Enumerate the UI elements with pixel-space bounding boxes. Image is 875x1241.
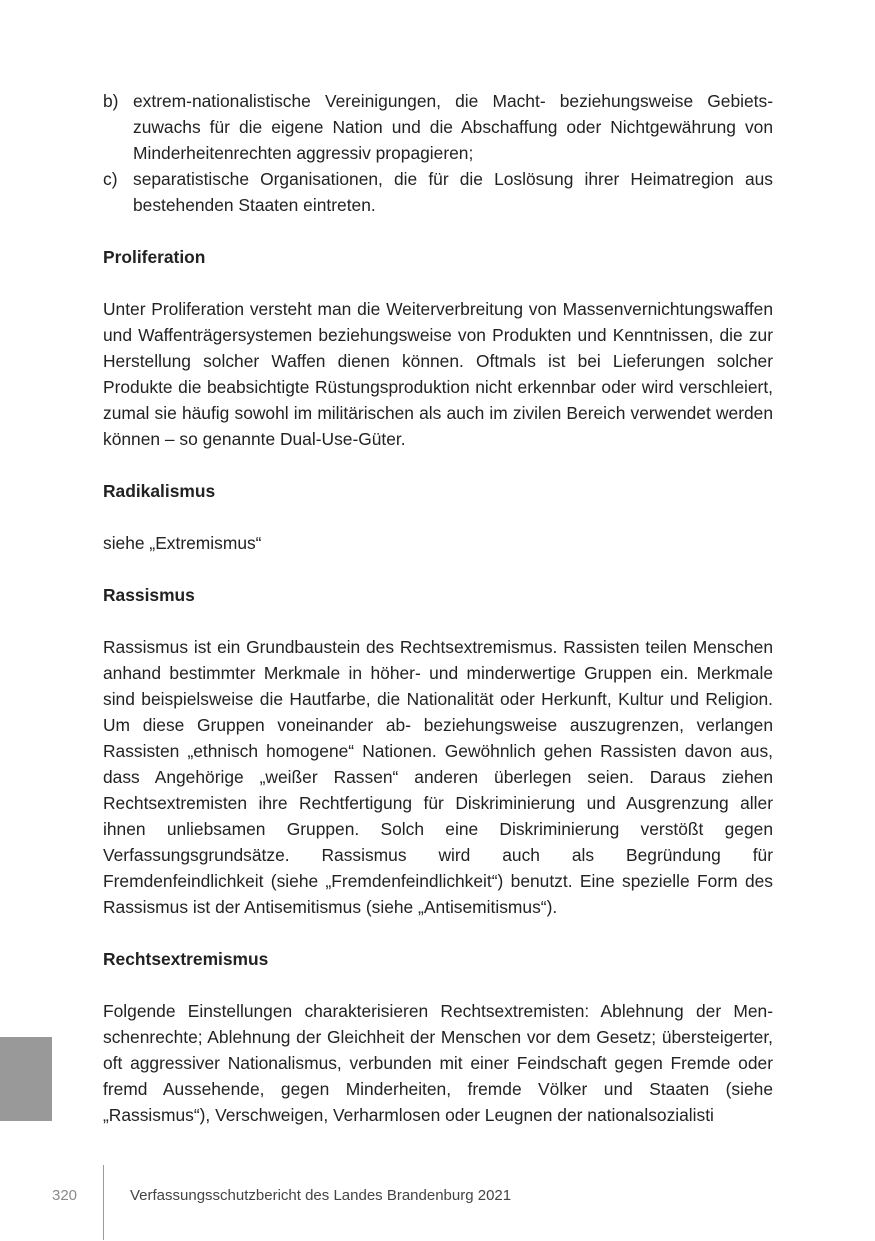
list-item	[103, 166, 773, 218]
section-heading-radikalismus: Radikalismus	[103, 481, 216, 501]
list-item	[103, 88, 773, 166]
section-body-radikalismus: siehe „Extremismus“	[103, 533, 262, 553]
section-heading-rassismus: Rassismus	[103, 585, 195, 605]
list-item-text: separatistische Organisationen, die für die Loslösung ihrer Heimatregion aus bestehenden Staaten eintreten.	[133, 169, 773, 215]
list-marker: b)	[103, 91, 119, 111]
section-body-proliferation: Unter Proliferation versteht man die Weiterverbreitung von Massenvernichtungswaffen und Waffenträgersystemen beziehungsweise von Produkten und Kenntnissen, die zur Herstellung solcher Waffen dienen können. Oftmals ist bei Lieferungen solcher Produkte die beabsichtigte Rüstungsproduktion nicht erkennbar oder wird verschleiert, zumal sie häufig sowohl im militärischen als auch im zivilen Bereich verwendet werden können – so genannte Dual-Use-Güter.	[103, 299, 773, 449]
footer-title: Verfassungsschutzbericht des Landes Brandenburg 2021	[130, 1187, 512, 1204]
chapter-tab-marker	[0, 1037, 52, 1121]
section-heading-proliferation: Proliferation	[103, 247, 206, 267]
page-content	[103, 88, 773, 1128]
section-body-rechtsextremismus: Folgende Einstellungen charakterisieren Rechtsextremisten: Ablehnung der Menschenrechte; Ablehnung der Gleichheit der Menschen vor dem Gesetz; übersteigerter, oft aggressiver Nationalismus, verbunden mit einer Feindschaft gegen Fremde oder fremd Aussehende, gegen Minderheiten, fremde Völker und Staaten (siehe „Rassismus“), Verschweigen, Verharmlosen oder Leugnen der nationalsozialisti	[103, 1001, 773, 1125]
section-heading-rechtsextremismus: Rechtsextremismus	[103, 949, 269, 969]
list-item-text: extrem-nationalistische Vereinigungen, die Macht- beziehungsweise Gebietszuwachs für die eigene Nation und die Abschaffung oder Nichtgewährung von Minderheitenrechten aggressiv propagieren;	[133, 91, 773, 163]
footer-divider	[103, 1165, 104, 1240]
page-number: 320	[52, 1187, 78, 1204]
section-body-rassismus: Rassismus ist ein Grundbaustein des Rechtsextremismus. Rassisten teilen Menschen anhand bestimmter Merkmale in höher- und minderwertige Gruppen ein. Merkmale sind beispielsweise die Hautfarbe, die Nationalität oder Herkunft, Kultur und Religion. Um diese Gruppen voneinander ab- beziehungsweise auszugrenzen, verlangen Rassisten „ethnisch homogene“ Nationen. Gewöhnlich gehen Rassisten davon aus, dass Angehörige „weißer Rassen“ anderen überlegen seien. Daraus ziehen Rechtsextremisten ihre Rechtfertigung für Diskriminierung und Ausgrenzung aller ihnen unliebsamen Gruppen. Solch eine Diskriminierung verstößt gegen Verfassungsgrundsätze. Rassismus wird auch als Begründung für Fremdenfeindlichkeit (siehe „Fremdenfeindlichkeit“) benutzt. Eine spezielle Form des Rassismus ist der Antisemitismus (siehe „Antisemitismus“).	[103, 637, 773, 917]
list-marker: c)	[103, 169, 118, 189]
